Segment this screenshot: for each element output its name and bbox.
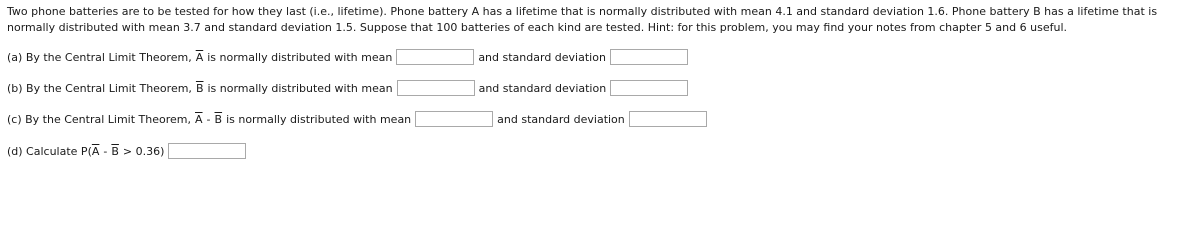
part-a-row [7, 48, 688, 66]
part-b-mean-input[interactable] [397, 80, 475, 96]
part-d-prefix: (d) Calculate P( [7, 144, 92, 158]
part-a-sd-input[interactable] [610, 49, 688, 65]
part-d-row [7, 142, 246, 160]
part-c-middle: is normally distributed with mean [226, 112, 412, 126]
part-d-probability-input[interactable] [168, 143, 246, 159]
b-bar-symbol: $\overline{B}$ [214, 112, 223, 126]
b-bar-symbol: $\overline{B}$ [195, 81, 204, 95]
a-bar-symbol: $\overline{A}$ [91, 144, 100, 158]
part-b-row [7, 79, 688, 97]
part-b-middle: is normally distributed with mean [207, 81, 393, 95]
minus-sign: - [206, 112, 211, 126]
minus-sign: - [103, 144, 108, 158]
part-c-sd-label: and standard deviation [497, 112, 625, 126]
part-a-middle: is normally distributed with mean [207, 50, 393, 64]
a-bar-symbol: $\overline{A}$ [195, 112, 203, 126]
b-bar-symbol: $\overline{B}$ [111, 144, 119, 158]
part-d-suffix: > 0.36) [122, 144, 165, 158]
a-bar-symbol: $\overline{A}$ [195, 50, 204, 64]
part-c-prefix: (c) By the Central Limit Theorem, [7, 112, 191, 126]
part-b-sd-input[interactable] [610, 80, 688, 96]
problem-statement: Two phone batteries are to be tested for how they last (i.e., lifetime). Phone battery A has a lifetime that is normally distributed with mean 4.1 and standard deviation 1.6. Phone battery B has a lifetime that is normally distributed with mean 3.7 and standard deviation 1.5. Suppose that 100 batteries of each kind are tested. Hint: for this problem, you may find your notes from chapter 5 and 6 useful. [7, 5, 1158, 34]
part-c-mean-input[interactable] [415, 111, 493, 127]
part-a-sd-label: and standard deviation [478, 50, 606, 64]
part-b-sd-label: and standard deviation [478, 81, 607, 95]
part-c-sd-input[interactable] [629, 111, 707, 127]
part-a-mean-input[interactable] [396, 49, 474, 65]
part-a-prefix: (a) By the Central Limit Theorem, [7, 50, 192, 64]
part-b-prefix: (b) By the Central Limit Theorem, [7, 81, 192, 95]
part-c-row [7, 110, 707, 128]
